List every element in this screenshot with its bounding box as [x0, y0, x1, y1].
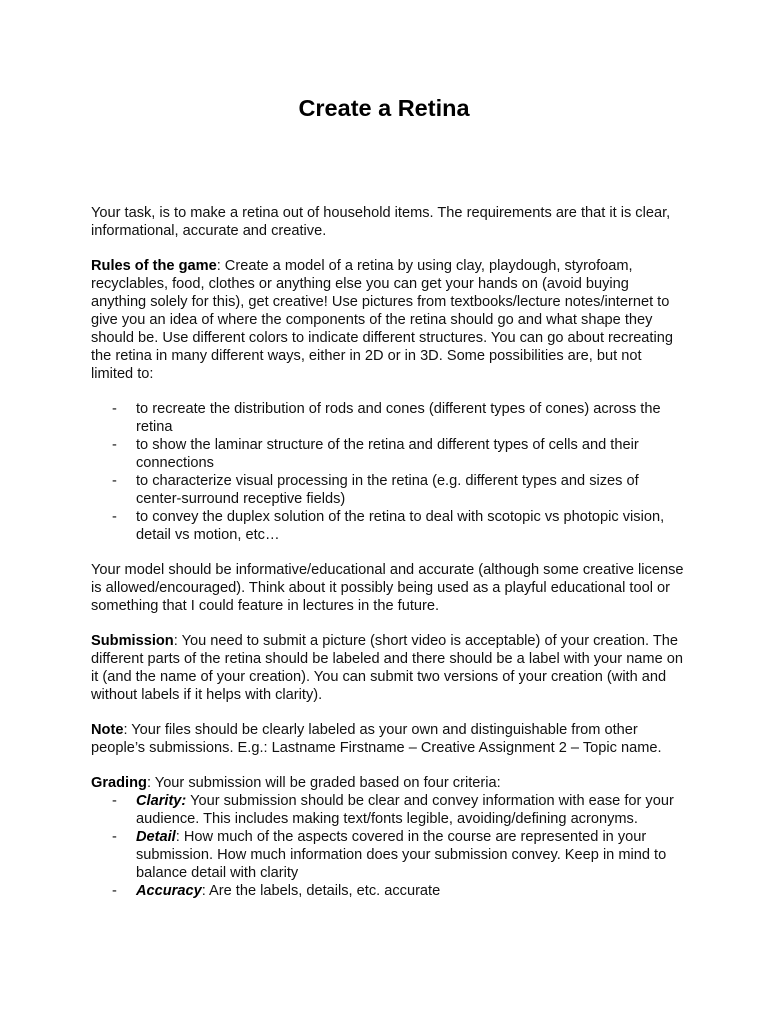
submission-text: : You need to submit a picture (short video is acceptable) of your creation. The different parts of the retina should be labeled and there should be a label with your name on it (and the name of your creation). You can submit two versions of your creation (with and without labels if it helps with clarity).	[91, 633, 683, 703]
dash-marker: -	[112, 829, 117, 845]
intro-paragraph: Your task, is to make a retina out of household items. The requirements are that it is clear, informational, accurate and creative.	[91, 205, 671, 239]
criterion-text: : How much of the aspects covered in the course are represented in your submission. How much information does your submission convey. Keep in mind to balance detail with clarity	[136, 829, 667, 881]
dash-marker: -	[112, 473, 117, 489]
criterion-label: Accuracy	[136, 883, 202, 899]
criteria-list	[91, 792, 686, 900]
note-text: : Your files should be clearly labeled as your own and distinguishable from other people’s submissions. E.g.: Lastname Firstname – Creative Assignment 2 – Topic name.	[91, 722, 662, 756]
criterion-text: : Are the labels, details, etc. accurate	[201, 883, 441, 899]
criterion-item	[91, 828, 686, 882]
possibility-item	[91, 508, 686, 544]
dash-marker: -	[112, 793, 117, 809]
document-page	[91, 93, 686, 917]
criterion-text: Your submission should be clear and convey information with ease for your audience. This includes making text/fonts legible, avoiding/defining acronyms.	[136, 793, 674, 827]
rules-paragraph	[91, 257, 686, 383]
possibility-text: to convey the duplex solution of the retina to deal with scotopic vs photopic vision, detail vs motion, etc…	[136, 509, 665, 543]
possibilities-list	[91, 400, 686, 544]
dash-marker: -	[112, 883, 117, 899]
page-title: Create a Retina	[298, 95, 470, 121]
rules-label: Rules of the game	[91, 258, 217, 274]
criterion-label: Clarity:	[136, 793, 187, 809]
possibility-item	[91, 472, 686, 508]
note-label: Note	[91, 722, 124, 738]
grading-paragraph	[91, 774, 686, 792]
grading-text: : Your submission will be graded based on four criteria:	[146, 775, 501, 791]
possibility-item	[91, 400, 686, 436]
note-paragraph	[91, 721, 686, 757]
criterion-item	[91, 882, 686, 900]
dash-marker: -	[112, 401, 117, 417]
rules-text: : Create a model of a retina by using clay, playdough, styrofoam, recyclables, food, clothes or anything else you can get your hands on (avoid buying anything solely for this), get creative! Use pictures from textbooks/lecture notes/internet to give you an idea of where the components of the retina should go and what shape they should be. Use different colors to indicate different structures. You can go about recreating the retina in many different ways, either in 2D or in 3D. Some possibilities are, but not limited to:	[91, 258, 673, 382]
dash-marker: -	[112, 509, 117, 525]
possibility-item	[91, 436, 686, 472]
model-paragraph: Your model should be informative/educational and accurate (although some creative license is allowed/encouraged). Think about it possibly being used as a playful educational tool or something that I could feature in lectures in the future.	[91, 562, 684, 614]
criterion-label: Detail	[136, 829, 176, 845]
possibility-text: to recreate the distribution of rods and cones (different types of cones) across the retina	[136, 401, 661, 435]
grading-label: Grading	[91, 775, 147, 791]
possibility-text: to show the laminar structure of the retina and different types of cells and their connections	[136, 437, 639, 471]
submission-label: Submission	[91, 633, 174, 649]
dash-marker: -	[112, 437, 117, 453]
criterion-item	[91, 792, 686, 828]
submission-paragraph	[91, 632, 686, 704]
possibility-text: to characterize visual processing in the retina (e.g. different types and sizes of center-surround receptive fields)	[136, 473, 639, 507]
